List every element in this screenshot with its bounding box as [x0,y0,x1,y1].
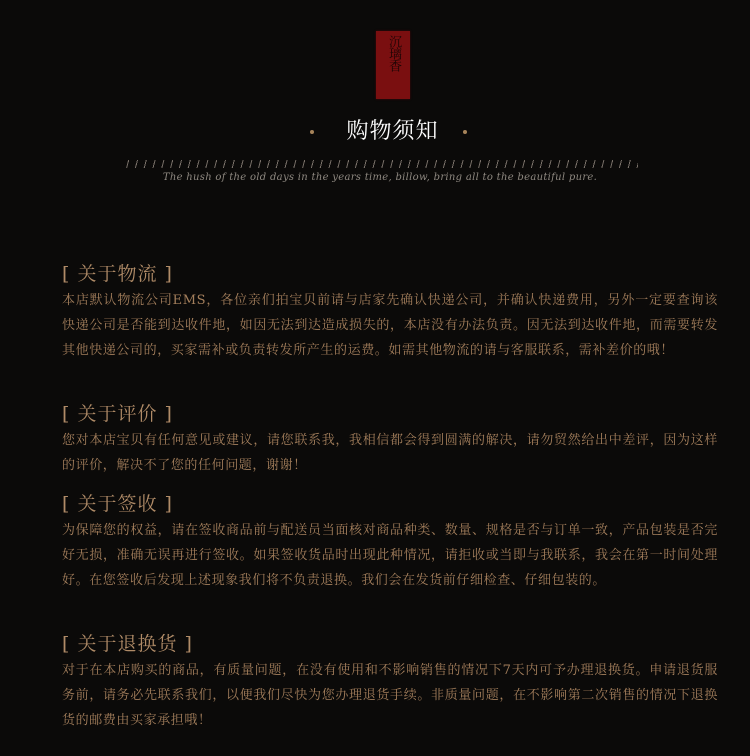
heading-row [0,114,750,148]
section-title: [ 关于退换货 ] [62,633,193,655]
seal-lettering: 沉璃香 [386,35,401,71]
section-body: 对于在本店购买的商品，有质量问题，在没有使用和不影响销售的情况下7天内可予办理退换货。申请退货服务前，请务必先联系我们，以便我们尽快为您办理退货手续。非质量问题，在不影响第二次销售的情况下退换货的邮费由买家承担哦！ [62,663,718,728]
section-body: 本店默认物流公司EMS，各位亲们拍宝贝前请与店家先确认快递公司，并确认快递费用，另外一定要查询该快递公司是否能到达收件地，如因无法到达造成损失的，本店没有办法负责。因无法到达收件地，而需要转发其他快递公司的，买家需补或负责转发所产生的运费。如需其他物流的请与客服联系，需补差价的哦！ [62,293,718,358]
section-title: [ 关于签收 ] [62,493,173,515]
section-body: 为保障您的权益，请在签收商品前与配送员当面核对商品种类、数量、规格是否与订单一致，产品包装是否完好无损，准确无误再进行签收。如果签收货品时出现此种情况，请拒收或当即与我联系，我会在第一时间处理好。在您签收后发现上述现象我们将不负责退换。我们会在发货前仔细检查、仔细包装的。 [62,523,718,588]
decorative-dash-divider [122,160,638,168]
tagline: The hush of the old days in the years time, billow, bring all to the beautiful pure. [162,172,598,183]
section-title: [ 关于物流 ] [62,263,173,285]
section-title: [ 关于评价 ] [62,403,173,425]
section-receipt [62,492,718,593]
dot-ornament-left [310,130,314,134]
brand-seal-stamp [376,31,410,99]
section-returns [62,632,718,733]
section-body: 您对本店宝贝有任何意见或建议，请您联系我，我相信都会得到圆满的解决，请勿贸然给出中差评，因为这样的评价，解决不了您的任何问题，谢谢！ [62,433,718,473]
section-reviews [62,402,718,478]
dot-ornament-right [463,130,467,134]
section-logistics [62,262,718,363]
page-title: 购物须知 [346,119,439,144]
